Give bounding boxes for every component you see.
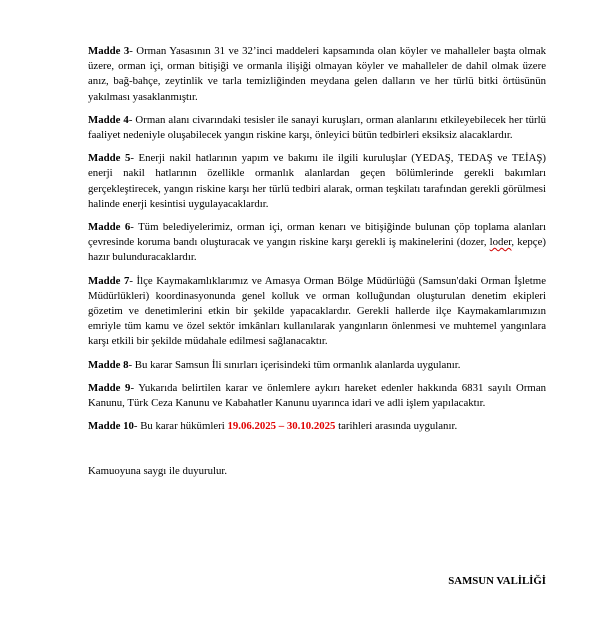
article-7-separator: - (129, 274, 137, 287)
article-10-text-start: Bu karar hükümleri (140, 420, 228, 433)
article-8 (88, 358, 546, 373)
article-5 (88, 151, 546, 212)
article-7-text: İlçe Kaymakamlıklarımız ve Amasya Orman Bölge Müdürlüğü (Samsun'daki Orman İşletme Müdürlükleri) koordinasyonunda genel kolluk ve orman kolluğundan oluşturulan denetim ekipleri gözetim ve denetimlerini etkin bir şekilde yapacaklardır. Gerekli hallerde ilçe Kaymakamlarımızın emriyle tüm kamu ve özel sektör imkânları kullanılarak yangınların önlenmesi ve muhtemel yangınlara karşı etkili bir şekilde müdahale edilmesi sağlanacaktır. (88, 274, 546, 348)
article-10 (88, 419, 546, 434)
article-9-separator: - (130, 381, 139, 394)
article-4-label: Madde 4 (88, 113, 129, 126)
article-6 (88, 220, 546, 266)
article-7-label: Madde 7 (88, 274, 130, 287)
article-4 (88, 113, 546, 143)
article-6-text-start: Tüm belediyelerimiz, orman içi, orman kenarı ve bitişiğinde bulunan çöp toplama alanları çevresinde koruma bandı oluşturacak ve yangın riskine karşı gerekli iş makinelerini (dozer, (88, 221, 546, 249)
article-3 (88, 44, 546, 105)
article-10-label: Madde 10 (88, 420, 134, 433)
article-5-text: Enerji nakil hatlarının yapım ve bakımı ile ilgili kuruluşlar (YEDAŞ, TEDAŞ ve TEİAŞ) enerji nakil hatlarının özellikle ormanlık alanlardan geçen bölümlerinde gerekli bakımları gerçekleştirecek, yangın riskine karşı her türlü tedbiri alarak, orman teşkilatı tarafından gerekli görülmesi halinde enerji kesintisi uygulayacaklardır. (88, 152, 546, 210)
document-body (88, 44, 547, 587)
article-6-spellcheck-word: loder (489, 236, 512, 249)
article-6-label: Madde 6 (88, 221, 131, 234)
article-5-separator: - (130, 152, 139, 165)
article-8-separator: - (128, 358, 135, 371)
article-3-separator: - (129, 45, 137, 57)
article-7 (88, 274, 546, 350)
article-6-separator: - (130, 221, 139, 234)
article-8-label: Madde 8 (88, 358, 129, 371)
article-4-text: Orman alanı civarındaki tesisler ile sanayi kuruşları, orman alanlarını etkileyebilecek her türlü faaliyet nedeniyle oluşabilecek yangın riskine karşı, önleyici bütün tedbirleri eksiksiz alacaklardır. (88, 113, 546, 142)
article-10-text-end: tarihleri arasında uygulanır. (335, 420, 458, 433)
article-9-text: Yukarıda belirtilen karar ve önlemlere aykırı hareket edenler hakkında 6831 sayılı Orman Kanunu, Türk Ceza Kanunu ve Kabahatler Kanunu uyarınca idari ve adli işlem yapılacaktır. (88, 381, 547, 410)
article-3-text: Orman Yasasının 31 ve 32’inci maddeleri kapsamında olan köyler ve mahalleler başta olmak üzere, orman içi, orman bitişiği ve ormanla ilişiği olmayan köyler ve mahalleler de dahil olmak üzere anız, bağ-bahçe, zeytinlik ve tarla temizliğinden meydana gelen dalların ve her türlü bitki örtüsünün yakılması yasaklanmıştır. (88, 45, 547, 103)
article-10-date-range: 19.06.2025 – 30.10.2025 (227, 420, 336, 433)
article-3-label: Madde 3 (88, 45, 130, 57)
article-10-separator: - (133, 420, 141, 433)
article-4-separator: - (128, 113, 136, 126)
article-9 (88, 381, 546, 411)
closing-line: Kamuoyuna saygı ile duyurulur. (88, 465, 228, 478)
article-9-label: Madde 9 (88, 381, 131, 394)
article-5-label: Madde 5 (88, 152, 131, 165)
article-6-text-end: , kepçe) hazır bulunduracaklardır. (88, 236, 546, 264)
article-8-text: Bu karar Samsun İli sınırları içerisindeki tüm ormanlık alanlarda uygulanır. (134, 358, 461, 371)
signature: SAMSUN VALİLİĞİ (448, 575, 546, 587)
